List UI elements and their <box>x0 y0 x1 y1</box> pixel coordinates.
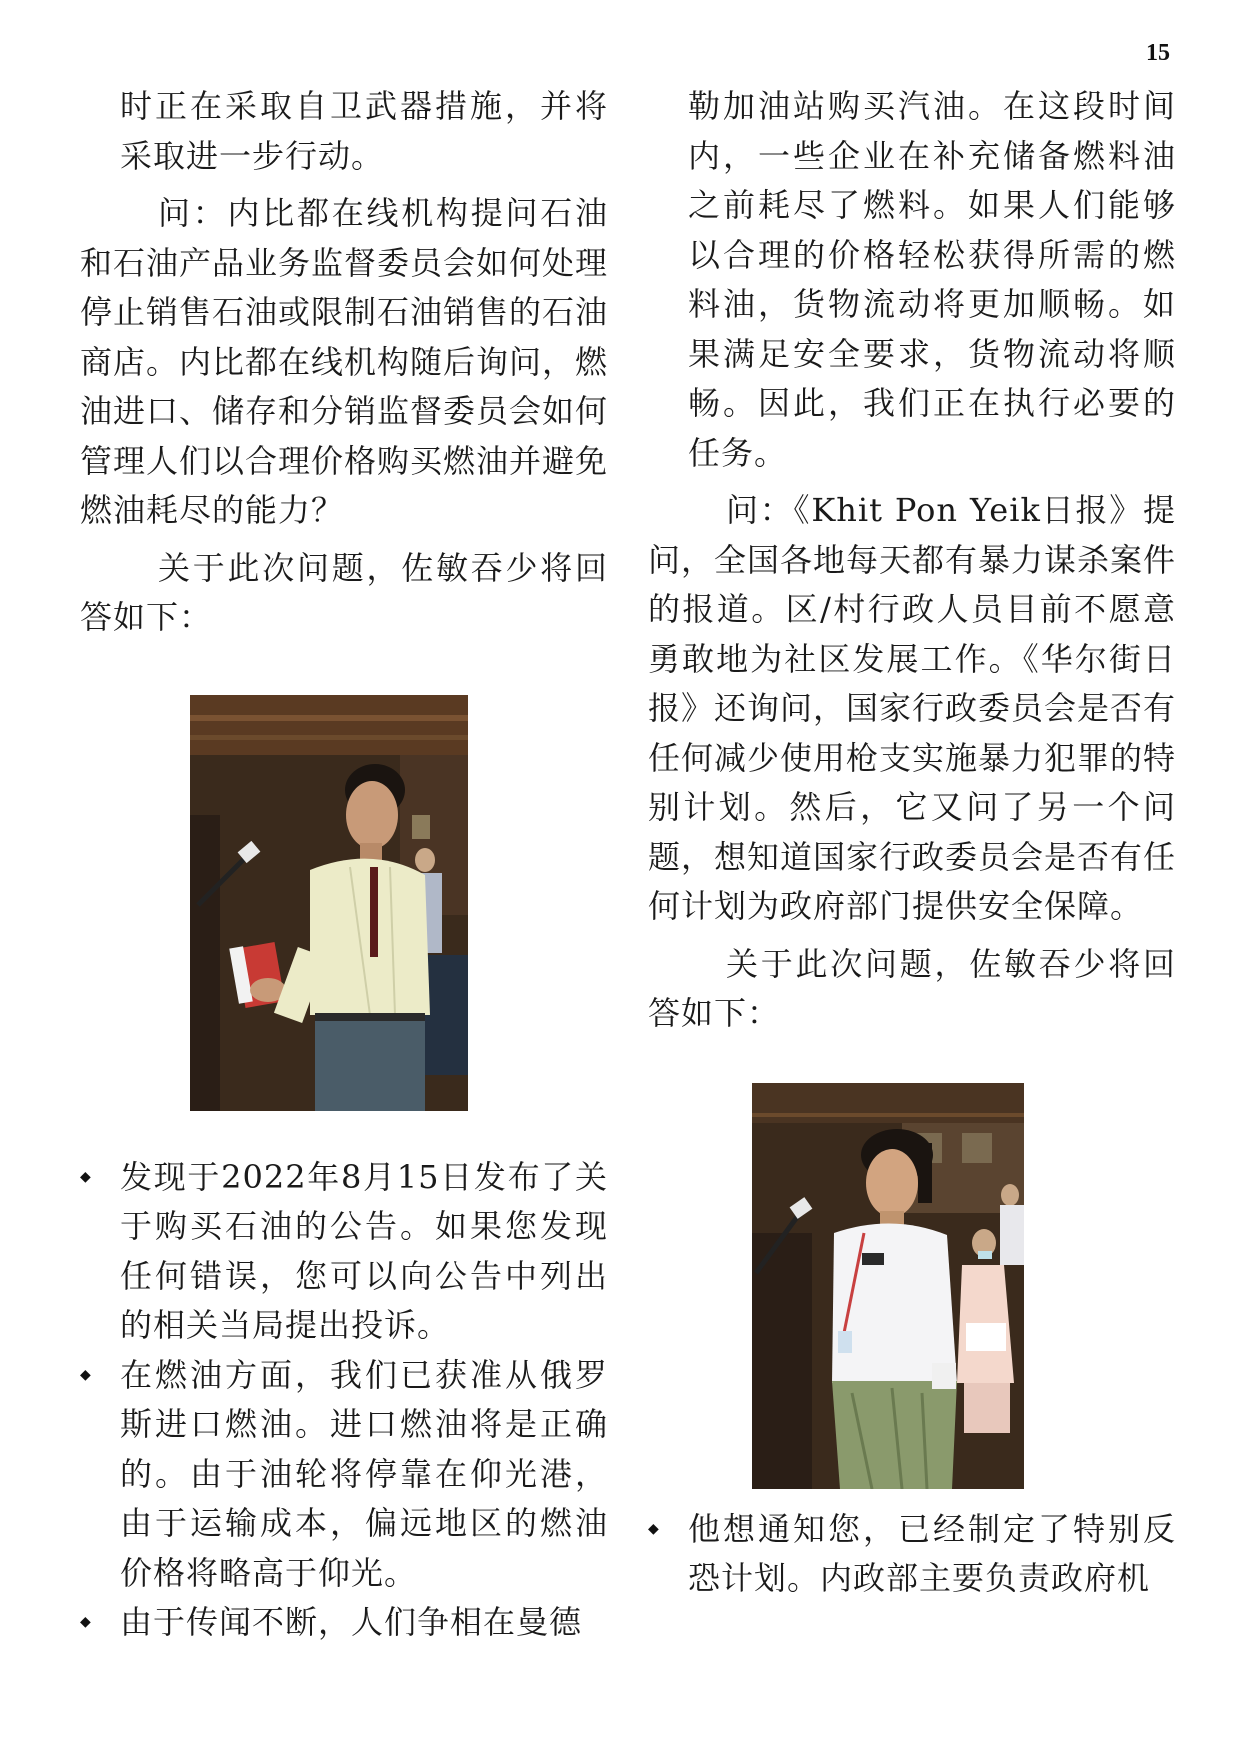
right-answer-intro: 关于此次问题，佐敏吞少将回答如下： <box>648 944 1176 1032</box>
photo-man-standing-at-microphone <box>752 1083 1024 1489</box>
left-answer-intro: 关于此次问题，佐敏吞少将回答如下： <box>80 548 608 636</box>
left-question-paragraph: 问：内比都在线机构提问石油和石油产品业务监督委员会如何处理停止销售石油或限制石油销售的石油商店。内比都在线机构随后询问，燃油进口、储存和分销监督委员会如何管理人们以合理价格购买燃油并避免燃油耗尽的能力？ <box>80 194 609 529</box>
page-number: 15 <box>1146 40 1170 66</box>
bullet-diamond-icon: ◆ <box>80 1614 92 1630</box>
right-column <box>648 82 1176 1604</box>
left-paragraph-continuation: 时正在采取自卫武器措施，并将采取进一步行动。 <box>120 87 608 175</box>
bullet-diamond-icon: ◆ <box>80 1168 92 1185</box>
left-bullet-list <box>80 1153 608 1648</box>
right-bullet-list <box>648 1505 1176 1604</box>
right-paragraph-continuation: 勒加油站购买汽油。在这段时间内，一些企业在补充储备燃料油之前耗尽了燃料。如果人们能够以合理的价格轻松获得所需的燃料油，货物流动将更加顺畅。如果满足安全要求，货物流动将顺畅。因此，我们正在执行必要的任务。 <box>688 87 1176 472</box>
left-column <box>80 82 608 1648</box>
list-item: ◆ 在燃油方面，我们已获准从俄罗斯进口燃油。进口燃油将是正确的。由于油轮将停靠在仰光港，由于运输成本，偏远地区的燃油价格将略高于仰光。 <box>80 1351 608 1599</box>
bullet-diamond-icon: ◆ <box>648 1520 660 1537</box>
right-question-paragraph: 问：《Khit Pon Yeik日报》提问，全国各地每天都有暴力谋杀案件的报道。区/村行政人员目前不愿意勇敢地为社区发展工作。《华尔街日报》还询问，国家行政委员会是否有任何减少使用枪支实施暴力犯罪的特别计划。然后，它又问了另一个问题，想知道国家行政委员会是否有任何计划为政府部门提供安全保障。 <box>648 491 1177 925</box>
list-item: ◆ 发现于2022年8月15日发布了关于购买石油的公告。如果您发现任何错误，您可以向公告中列出的相关当局提出投诉。 <box>80 1153 608 1351</box>
bullet-diamond-icon: ◆ <box>80 1366 92 1383</box>
list-item: ◆ 他想通知您，已经制定了特别反恐计划。内政部主要负责政府机 <box>648 1505 1176 1604</box>
photo-man-speaking-at-microphone <box>190 695 468 1111</box>
list-item: ◆ 由于传闻不断，人们争相在曼德 <box>80 1598 608 1648</box>
